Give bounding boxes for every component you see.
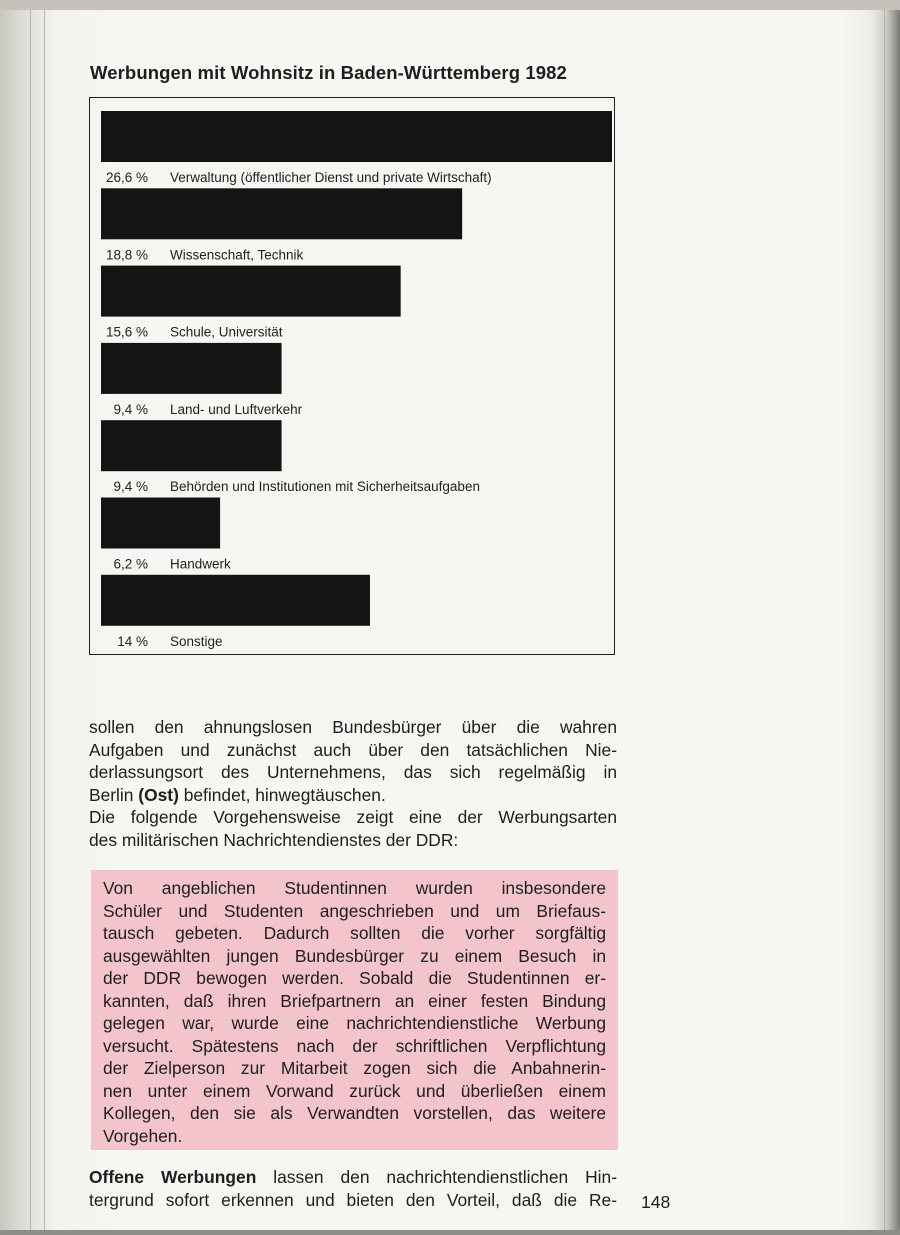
bar-category-label: Behörden und Institutionen mit Sicherheitsaufgaben xyxy=(170,479,480,495)
bar-4 xyxy=(101,343,282,394)
bar-category-label: Wissenschaft, Technik xyxy=(170,247,304,263)
bar-category-label: Sonstige xyxy=(170,633,223,649)
box-line: der DDR bewogen werden. Sobald die Studentinnen er- xyxy=(103,968,606,988)
bar-5 xyxy=(101,420,282,471)
bar-value-label: 9,4 % xyxy=(113,479,148,495)
bar-category-label: Verwaltung (öffentlicher Dienst und private Wirtschaft) xyxy=(170,170,492,185)
box-line: versucht. Spätestens nach der schriftlichen Verpflichtung xyxy=(103,1035,606,1056)
box-line: Schüler und Studenten angeschrieben und um Briefaus- xyxy=(103,900,606,921)
body-line: sollen den ahnungslosen Bundesbürger über die wahren xyxy=(89,717,617,737)
box-line: nen unter einem Vorwand zurück und überließen einem xyxy=(103,1080,606,1101)
body-text: Berlin xyxy=(89,784,139,805)
body-line: Aufgaben und zunächst auch über den tatsächlichen Nie- xyxy=(89,739,617,760)
bar-category-label: Handwerk xyxy=(170,556,231,572)
box-line: Kollegen, den sie als Verwandten vorstellen, das weitere xyxy=(103,1103,606,1123)
body-paragraph-1 xyxy=(89,716,617,852)
bar-category-label: Schule, Universität xyxy=(170,324,283,340)
bar-value-label: 18,8 % xyxy=(105,247,148,263)
footer-paragraph xyxy=(89,1166,617,1211)
bar-value-label: 26,6 % xyxy=(105,170,148,185)
bar-value-label: 15,6 % xyxy=(105,324,148,340)
body-bold-text: (Ost) xyxy=(138,784,179,805)
bar-value-label: 9,4 % xyxy=(113,401,148,417)
box-line: der Zielperson zur Mitarbeit zogen sich die Anbahnerin- xyxy=(103,1058,606,1078)
page-bottom-edge xyxy=(0,1230,900,1235)
bar-category-label: Land- und Luftverkehr xyxy=(170,401,303,417)
body-line: Die folgende Vorgehensweise zeigt eine der Werbungsarten xyxy=(89,807,617,828)
page-number: 148 xyxy=(641,1192,671,1212)
spine-line xyxy=(884,10,885,1230)
page-top-edge xyxy=(0,0,900,10)
box-line: Vorgehen. xyxy=(103,1125,183,1146)
spine-line xyxy=(44,10,45,1230)
bar-2 xyxy=(101,188,462,239)
body-line: tergrund sofort erkennen und bieten den Vorteil, daß die Re- xyxy=(89,1189,617,1210)
highlight-box-text xyxy=(103,877,606,1147)
body-line: derlassungsort des Unternehmens, das sich regelmäßig in xyxy=(89,762,617,783)
box-line: ausgewählten jungen Bundesbürger zu einem Besuch in xyxy=(103,945,606,966)
body-line xyxy=(89,1166,617,1189)
box-line: gelegen war, wurde eine nachrichtendienstliche Werbung xyxy=(103,1013,606,1033)
body-bold-text: Offene Werbungen xyxy=(89,1167,257,1187)
bar-chart-svg xyxy=(90,98,616,656)
bar-chart xyxy=(89,97,615,655)
spine-line xyxy=(30,10,31,1230)
bar-value-label: 14 % xyxy=(117,633,148,649)
bar-value-label: 6,2 % xyxy=(113,556,148,572)
chart-title: Werbungen mit Wohnsitz in Baden-Württemberg 1982 xyxy=(90,62,567,83)
body-line: des militärischen Nachrichtendienstes der DDR: xyxy=(89,829,459,850)
bar-7 xyxy=(101,575,370,626)
box-line: tausch gebeten. Dadurch sollten die vorher sorgfältig xyxy=(103,923,606,943)
bar-1 xyxy=(101,111,612,162)
box-line: Von angeblichen Studentinnen wurden insbesondere xyxy=(103,878,606,898)
body-text: lassen den nachrichtendienstlichen Hin- xyxy=(256,1167,617,1187)
bar-3 xyxy=(101,266,401,317)
box-line: kannten, daß ihren Briefpartnern an einer festen Bindung xyxy=(103,990,606,1011)
bar-6 xyxy=(101,498,220,549)
body-line xyxy=(89,784,617,807)
body-text: befindet, hinwegtäuschen. xyxy=(178,784,386,805)
